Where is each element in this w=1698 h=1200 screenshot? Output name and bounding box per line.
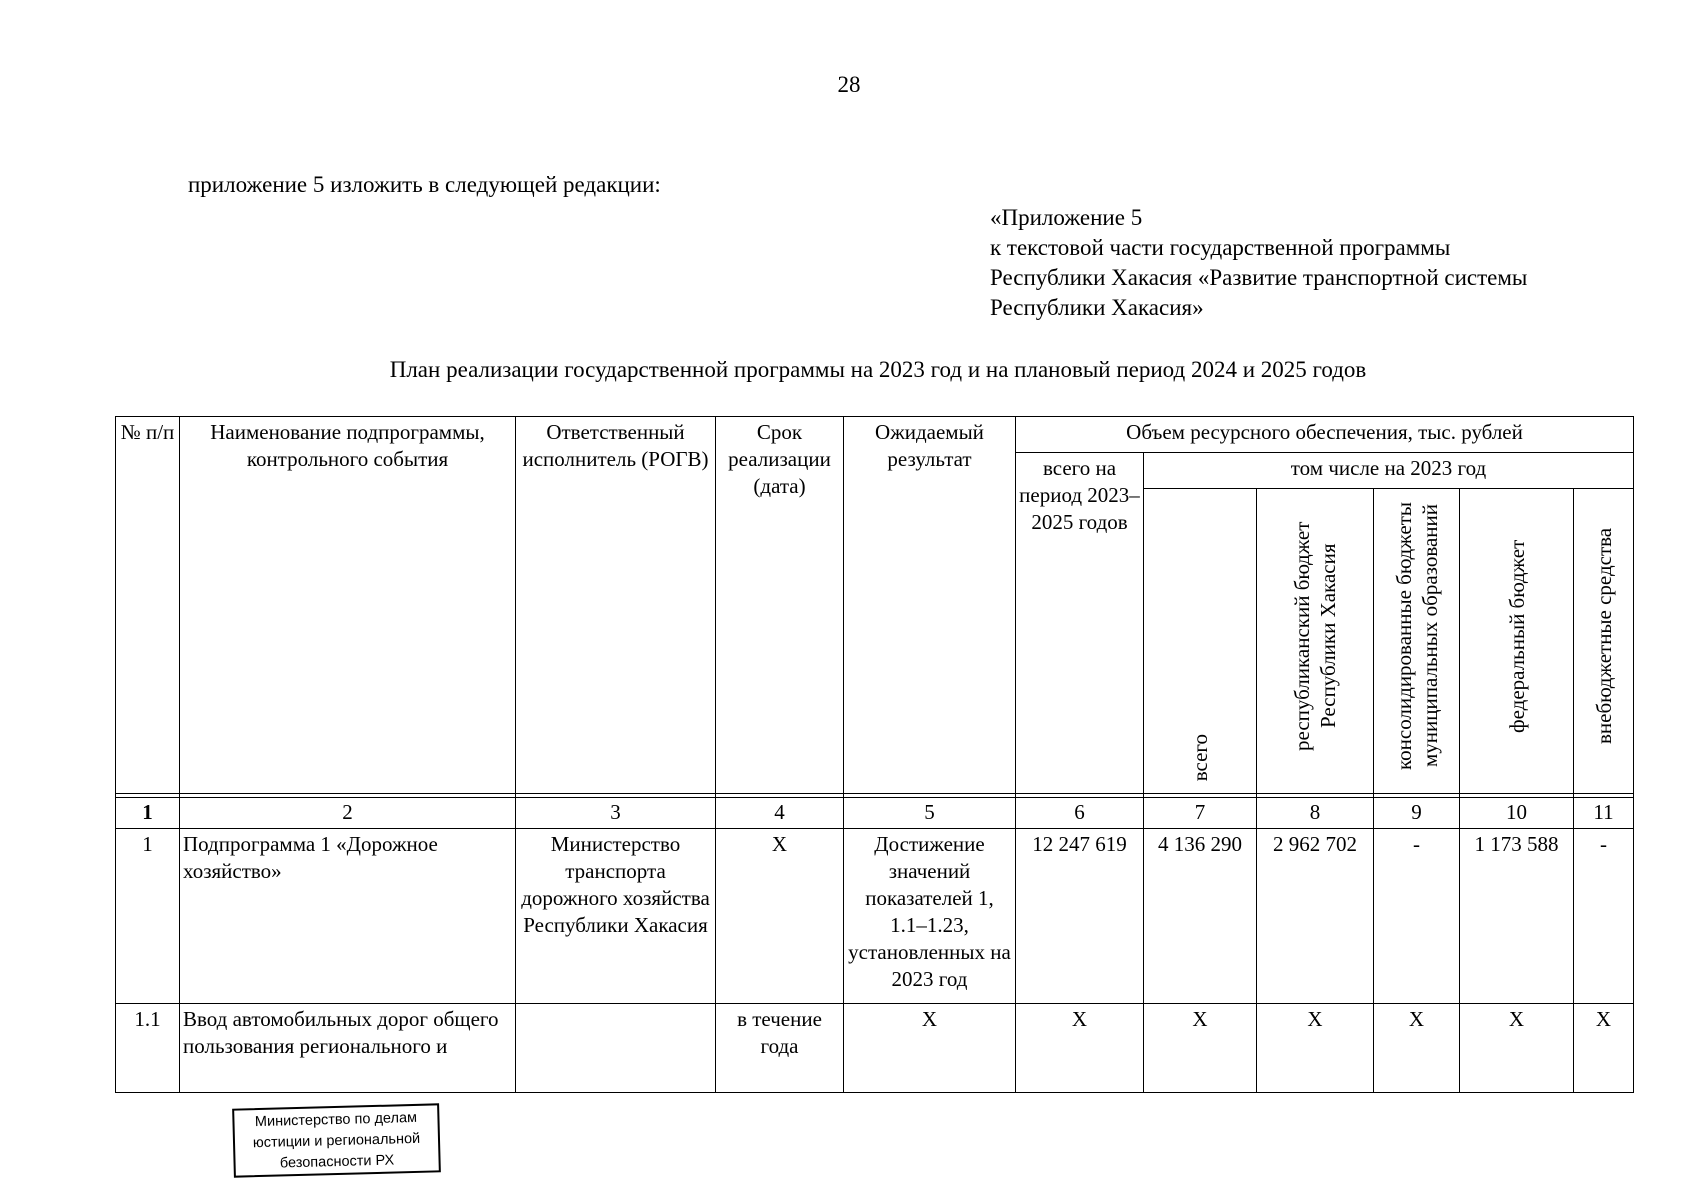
header-offbudget <box>1574 489 1634 794</box>
appendix-line: Республики Хакасия «Развитие транспортной системы <box>990 265 1528 290</box>
cell-federal: 1 173 588 <box>1460 829 1574 1004</box>
header-total-2023-text: всего <box>1188 733 1212 781</box>
appendix-line: к текстовой части государственной программы <box>990 235 1451 260</box>
header-name: Наименование подпрограммы, контрольного события <box>180 417 516 794</box>
column-number: 1 <box>116 798 180 829</box>
cell-total-period: Х <box>1016 1004 1144 1093</box>
header-federal-budget-text: федеральный бюджет <box>1504 539 1529 733</box>
cell-total-period: 12 247 619 <box>1016 829 1144 1004</box>
stamp-line: безопасности РХ <box>279 1152 395 1172</box>
header-total-period: всего на период 2023–2025 годов <box>1016 453 1144 794</box>
column-number: 9 <box>1374 798 1460 829</box>
cell-name: Ввод автомобильных дорог общего пользования регионального и <box>180 1004 516 1093</box>
table-row <box>116 1004 1634 1093</box>
cell-term: в течение года <box>716 1004 844 1093</box>
cell-offbudget: Х <box>1574 1004 1634 1093</box>
header-republic-budget <box>1257 489 1374 794</box>
header-term: Срок реализации (дата) <box>716 417 844 794</box>
stamp-line: юстиции и региональной <box>252 1130 421 1152</box>
cell-result: Х <box>844 1004 1016 1093</box>
cell-municipal: Х <box>1374 1004 1460 1093</box>
cell-offbudget: - <box>1574 829 1634 1004</box>
column-number: 10 <box>1460 798 1574 829</box>
header-republic-budget-text: республиканский бюджет Республики Хакасия <box>1290 521 1340 751</box>
appendix-line: Республики Хакасия» <box>990 295 1204 320</box>
stamp-line: Министерство по делам <box>254 1109 418 1131</box>
cell-municipal: - <box>1374 829 1460 1004</box>
column-number: 5 <box>844 798 1016 829</box>
cell-federal: Х <box>1460 1004 1574 1093</box>
header-num: № п/п <box>116 417 180 794</box>
cell-republic: 2 962 702 <box>1257 829 1374 1004</box>
cell-republic: Х <box>1257 1004 1374 1093</box>
cell-total-2023: 4 136 290 <box>1144 829 1257 1004</box>
plan-title: План реализации государственной программы на 2023 год и на плановый период 2024 и 2025 годов <box>389 357 1367 382</box>
header-federal-budget <box>1460 489 1574 794</box>
column-number: 3 <box>516 798 716 829</box>
column-number: 2 <box>180 798 516 829</box>
cell-name: Подпрограмма 1 «Дорожное хозяйство» <box>180 829 516 1004</box>
header-total-2023 <box>1144 489 1257 794</box>
header-municipal-budget <box>1374 489 1460 794</box>
cell-num: 1.1 <box>116 1004 180 1093</box>
header-result: Ожидаемый результат <box>844 417 1016 794</box>
intro-text: приложение 5 изложить в следующей редакции: <box>188 172 661 197</box>
header-offbudget-text: внебюджетные средства <box>1591 527 1616 745</box>
cell-num: 1 <box>116 829 180 1004</box>
header-volume: Объем ресурсного обеспечения, тыс. рублей <box>1016 417 1634 453</box>
cell-executor: Министерство транспорта дорожного хозяйства Республики Хакасия <box>516 829 716 1004</box>
appendix-line: «Приложение 5 <box>990 205 1143 230</box>
header-municipal-budget-text: консолидированные бюджеты муниципальных образований <box>1391 502 1442 771</box>
cell-total-2023: Х <box>1144 1004 1257 1093</box>
column-number: 4 <box>716 798 844 829</box>
cell-executor <box>516 1004 716 1093</box>
appendix-heading <box>990 203 1527 323</box>
cell-term: Х <box>716 829 844 1004</box>
ministry-stamp <box>232 1103 441 1177</box>
column-number: 8 <box>1257 798 1374 829</box>
header-in-2023: том числе на 2023 год <box>1144 453 1634 489</box>
column-number: 7 <box>1144 798 1257 829</box>
plan-table <box>115 416 1634 1093</box>
header-executor: Ответственный исполнитель (РОГВ) <box>516 417 716 794</box>
cell-result: Достижение значений показателей 1, 1.1–1.23, установленных на 2023 год <box>844 829 1016 1004</box>
table-row <box>116 829 1634 1004</box>
column-number: 11 <box>1574 798 1634 829</box>
page-number: 28 <box>837 72 861 97</box>
column-number: 6 <box>1016 798 1144 829</box>
